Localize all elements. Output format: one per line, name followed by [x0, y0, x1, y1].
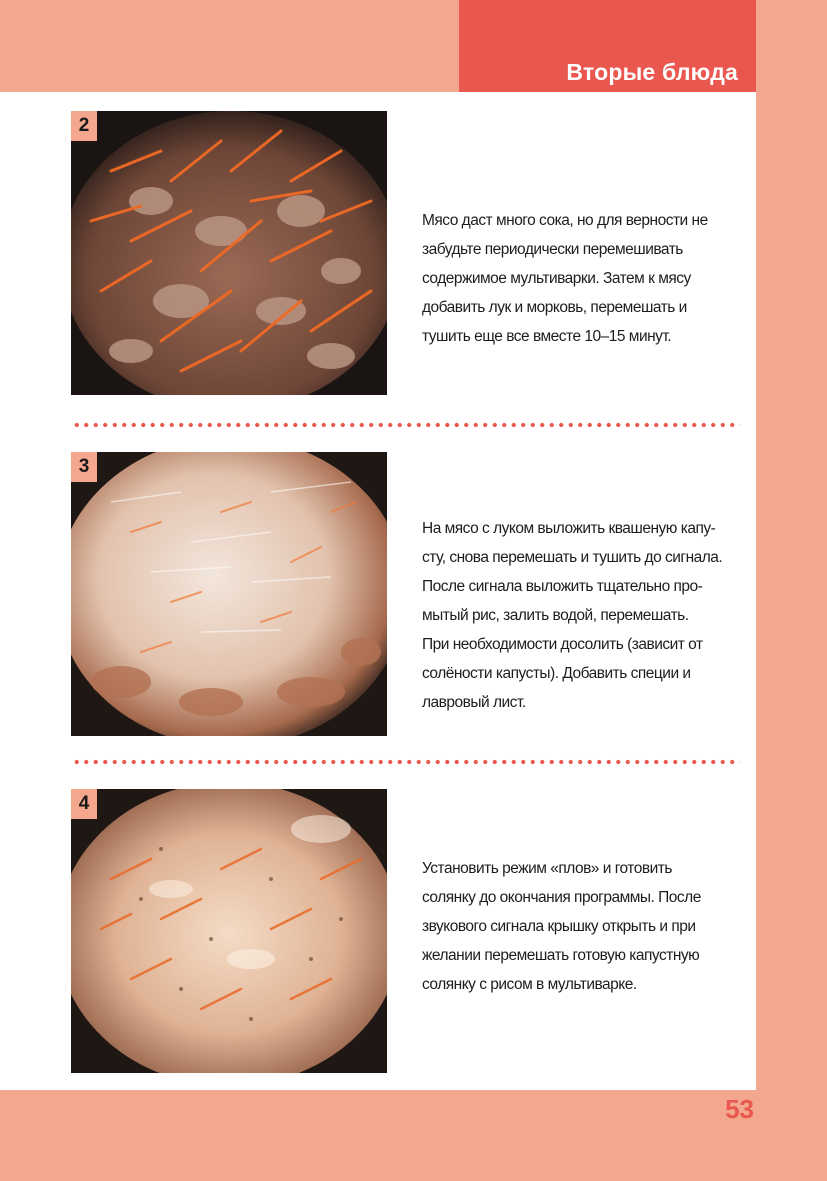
- step-2-photo: [71, 111, 387, 395]
- text-line: лавровый лист.: [422, 694, 526, 711]
- text-line: тушить еще все вместе 10–15 минут.: [422, 328, 672, 345]
- step-2-description: [422, 206, 740, 351]
- step-number-badge: 4: [71, 789, 97, 819]
- text-line: После сигнала выложить тщательно про-: [422, 578, 703, 595]
- text-line: забудьте периодически перемешивать: [422, 241, 683, 258]
- dotted-divider: [72, 422, 740, 428]
- text-line: Установить режим «плов» и готовить: [422, 860, 672, 877]
- step-3-description: [422, 514, 740, 717]
- text-line: сту, снова перемешать и тушить до сигнала.: [422, 549, 723, 566]
- text-line: При необходимости досолить (зависит от: [422, 636, 703, 653]
- step-4-photo: [71, 789, 387, 1073]
- dotted-divider: [72, 759, 740, 765]
- section-title: Вторые блюда: [566, 59, 738, 85]
- text-line: желании перемешать готовую капустную: [422, 947, 700, 964]
- step-number-badge: 2: [71, 111, 97, 141]
- text-line: На мясо с луком выложить квашеную капу-: [422, 520, 716, 537]
- page-number: 53: [725, 1094, 754, 1124]
- step-number-badge: 3: [71, 452, 97, 482]
- text-line: солянку с рисом в мультиварке.: [422, 976, 637, 993]
- section-header-tab: [459, 0, 756, 92]
- step-4-description: [422, 854, 740, 999]
- text-line: звукового сигнала крышку открыть и при: [422, 918, 696, 935]
- text-line: мытый рис, залить водой, перемешать.: [422, 607, 689, 624]
- text-line: солёности капусты). Добавить специи и: [422, 665, 691, 682]
- step-3-photo: [71, 452, 387, 736]
- text-line: Мясо даст много сока, но для верности не: [422, 212, 708, 229]
- text-line: добавить лук и морковь, перемешать и: [422, 299, 687, 316]
- text-line: содержимое мультиварки. Затем к мясу: [422, 270, 691, 287]
- text-line: солянку до окончания программы. После: [422, 889, 701, 906]
